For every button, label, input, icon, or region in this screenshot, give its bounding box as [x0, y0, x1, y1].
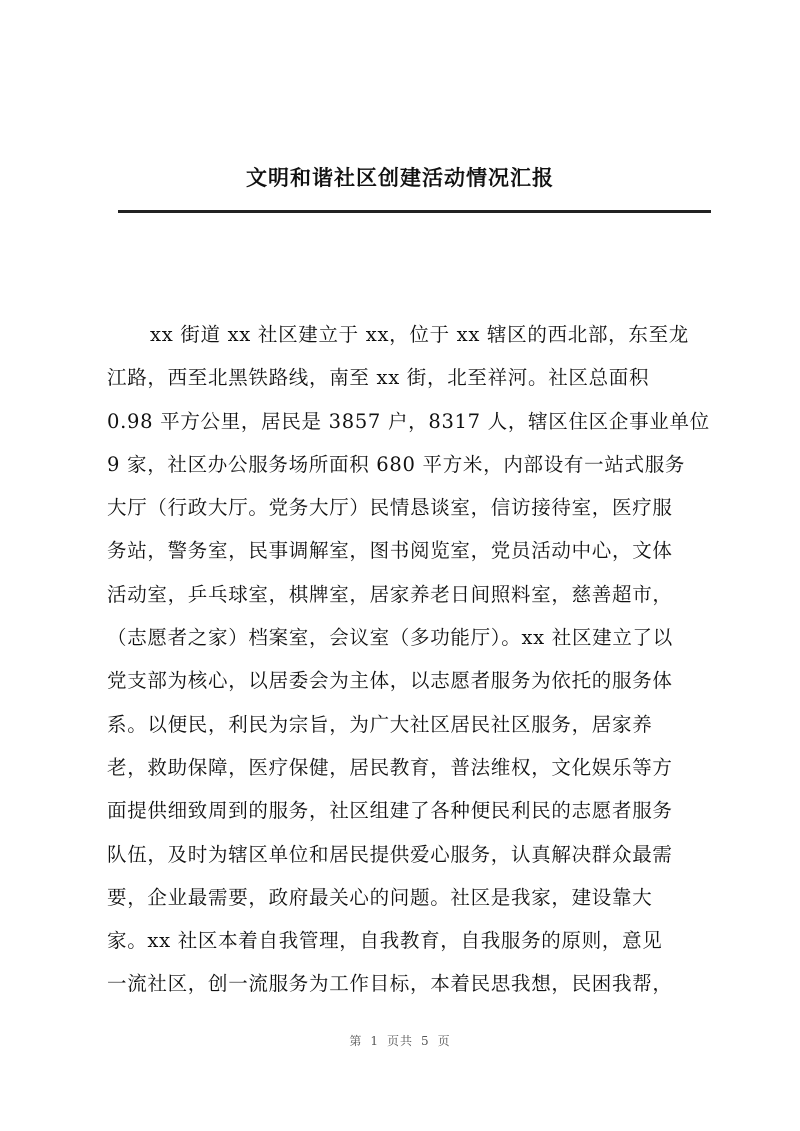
page-footer [0, 1032, 800, 1049]
paragraph-line: 一流社区，创一流服务为工作目标，本着民思我想，民困我帮， [107, 972, 673, 996]
paragraph-line: xx 街道 xx 社区建立于 xx，位于 xx 辖区的西北部，东至龙 [150, 323, 689, 346]
total-pages-number: 5 [421, 1034, 430, 1048]
paragraph-line: 0.98 平方公里，居民是 3857 户，8317 人，辖区住区企事业单位 [107, 409, 710, 433]
paragraph-line: 面提供细致周到的服务，社区组建了各种便民利民的志愿者服务 [107, 799, 673, 823]
paragraph-line: 党支部为核心，以居委会为主体，以志愿者服务为依托的服务体 [107, 669, 673, 693]
title-underline [118, 210, 711, 213]
paragraph-line: 务站，警务室，民事调解室，图书阅览室，党员活动中心，文体 [107, 539, 673, 563]
document-title: 文明和谐社区创建活动情况汇报 [246, 165, 554, 190]
current-page-number: 1 [370, 1034, 379, 1048]
footer-middle: 页共 [386, 1034, 413, 1048]
paragraph-line: 队伍，及时为辖区单位和居民提供爱心服务，认真解决群众最需 [107, 842, 673, 866]
paragraph-line: 要，企业最需要，政府最关心的问题。社区是我家，建设靠大 [107, 885, 653, 909]
paragraph-line: 系。以便民，利民为宗旨，为广大社区居民社区服务，居家养 [107, 712, 653, 736]
paragraph-line: 大厅（行政大厅。党务大厅）民情恳谈室，信访接待室，医疗服 [107, 496, 673, 520]
paragraph-line: 家。xx 社区本着自我管理，自我教育，自我服务的原则，意见 [107, 929, 663, 953]
paragraph-line: 活动室，乒乓球室，棋牌室，居家养老日间照料室，慈善超市， [107, 582, 673, 606]
footer-suffix: 页 [437, 1034, 451, 1048]
paragraph-line: 9 家，社区办公服务场所面积 680 平方米，内部设有一站式服务 [107, 452, 686, 476]
body-paragraph [107, 313, 710, 1006]
paragraph-line: 老，救助保障，医疗保健，居民教育，普法维权，文化娱乐等方 [107, 755, 673, 779]
paragraph-line: 江路，西至北黑铁路线，南至 xx 街，北至祥河。社区总面积 [107, 366, 650, 390]
paragraph-line: （志愿者之家）档案室，会议室（多功能厅）。xx 社区建立了以 [107, 626, 673, 650]
footer-prefix: 第 [349, 1034, 363, 1048]
